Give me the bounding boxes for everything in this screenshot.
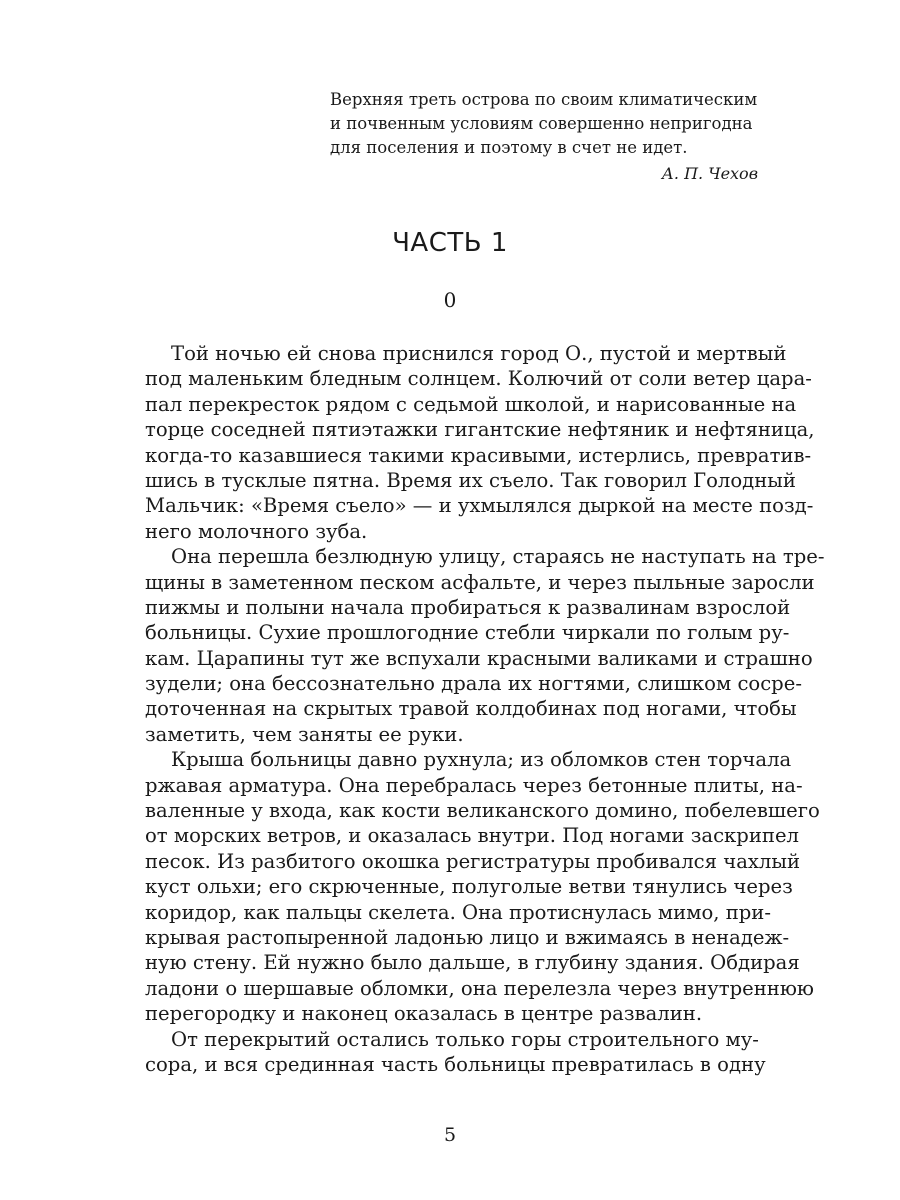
text-line: От перекрытий остались только горы строительного му- xyxy=(171,1027,759,1051)
paragraph-4 xyxy=(145,1027,766,1078)
epigraph-line: и почвенным условиям совершенно непригодна xyxy=(330,114,753,133)
epigraph-author: А. П. Чехов xyxy=(661,164,758,183)
text-line: Она перешла безлюдную улицу, стараясь не наступать на тре- xyxy=(171,545,825,569)
text-line: него молочного зуба. xyxy=(145,519,368,543)
body-text xyxy=(145,341,825,1077)
text-line: доточенная на скрытых травой колдобинах под ногами, чтобы xyxy=(145,697,797,721)
text-line: пал перекресток рядом с седьмой школой, и нарисованные на xyxy=(145,392,797,416)
chapter-number: 0 xyxy=(443,288,457,312)
text-line: сора, и вся срединная часть больницы превратилась в одну xyxy=(145,1052,766,1076)
text-line: торце соседней пятиэтажки гигантские нефтяник и нефтяница, xyxy=(145,418,815,442)
text-line: валенные у входа, как кости великанского домино, побелевшего xyxy=(145,799,820,823)
page-number: 5 xyxy=(443,1124,457,1146)
paragraph-1 xyxy=(145,341,815,544)
paragraph-3 xyxy=(145,747,820,1026)
text-line: крывая растопыренной ладонью лицо и вжимаясь в ненадеж- xyxy=(145,925,790,949)
text-line: ржавая арматура. Она перебралась через бетонные плиты, на- xyxy=(145,773,803,797)
text-line: ную стену. Ей нужно было дальше, в глубину здания. Обдирая xyxy=(145,951,800,975)
text-line: Той ночью ей снова приснился город О., пустой и мертвый xyxy=(171,342,787,365)
text-line: заметить, чем заняты ее руки. xyxy=(145,722,464,746)
text-line: щины в заметенном песком асфальте, и через пыльные заросли xyxy=(145,570,815,594)
text-line: шись в тусклые пятна. Время их съело. Так говорил Голодный xyxy=(145,468,796,492)
text-line: песок. Из разбитого окошка регистратуры пробивался чахлый xyxy=(145,849,801,873)
epigraph xyxy=(330,88,758,186)
epigraph-line: Верхняя треть острова по своим климатическим xyxy=(330,90,758,109)
text-line: Крыша больницы давно рухнула; из обломков стен торчала xyxy=(171,748,792,772)
text-line: пижмы и полыни начала пробираться к развалинам взрослой xyxy=(145,595,791,619)
text-line: под маленьким бледным солнцем. Колючий от соли ветер цара- xyxy=(145,367,812,391)
text-line: кам. Царапины тут же вспухали красными валиками и страшно xyxy=(145,646,813,670)
text-line: коридор, как пальцы скелета. Она протиснулась мимо, при- xyxy=(145,900,771,924)
text-line: перегородку и наконец оказалась в центре развалин. xyxy=(145,1002,703,1026)
text-line: зудели; она бессознательно драла их ногтями, слишком сосре- xyxy=(145,672,802,696)
text-line: когда-то казавшиеся такими красивыми, истерлись, превратив- xyxy=(145,443,812,467)
text-line: Мальчик: «Время съело» — и ухмылялся дыркой на месте позд- xyxy=(145,494,814,518)
text-line: больницы. Сухие прошлогодние стебли чиркали по голым ру- xyxy=(145,621,790,645)
part-title: ЧАСТЬ 1 xyxy=(392,228,508,258)
paragraph-2 xyxy=(145,544,825,747)
text-line: от морских ветров, и оказалась внутри. Под ногами заскрипел xyxy=(145,824,799,848)
text-line: ладони о шершавые обломки, она перелезла через внутреннюю xyxy=(145,976,814,1000)
text-line: куст ольхи; его скрюченные, полуголые ветви тянулись через xyxy=(145,875,793,899)
epigraph-line: для поселения и поэтому в счет не идет. xyxy=(330,138,688,157)
